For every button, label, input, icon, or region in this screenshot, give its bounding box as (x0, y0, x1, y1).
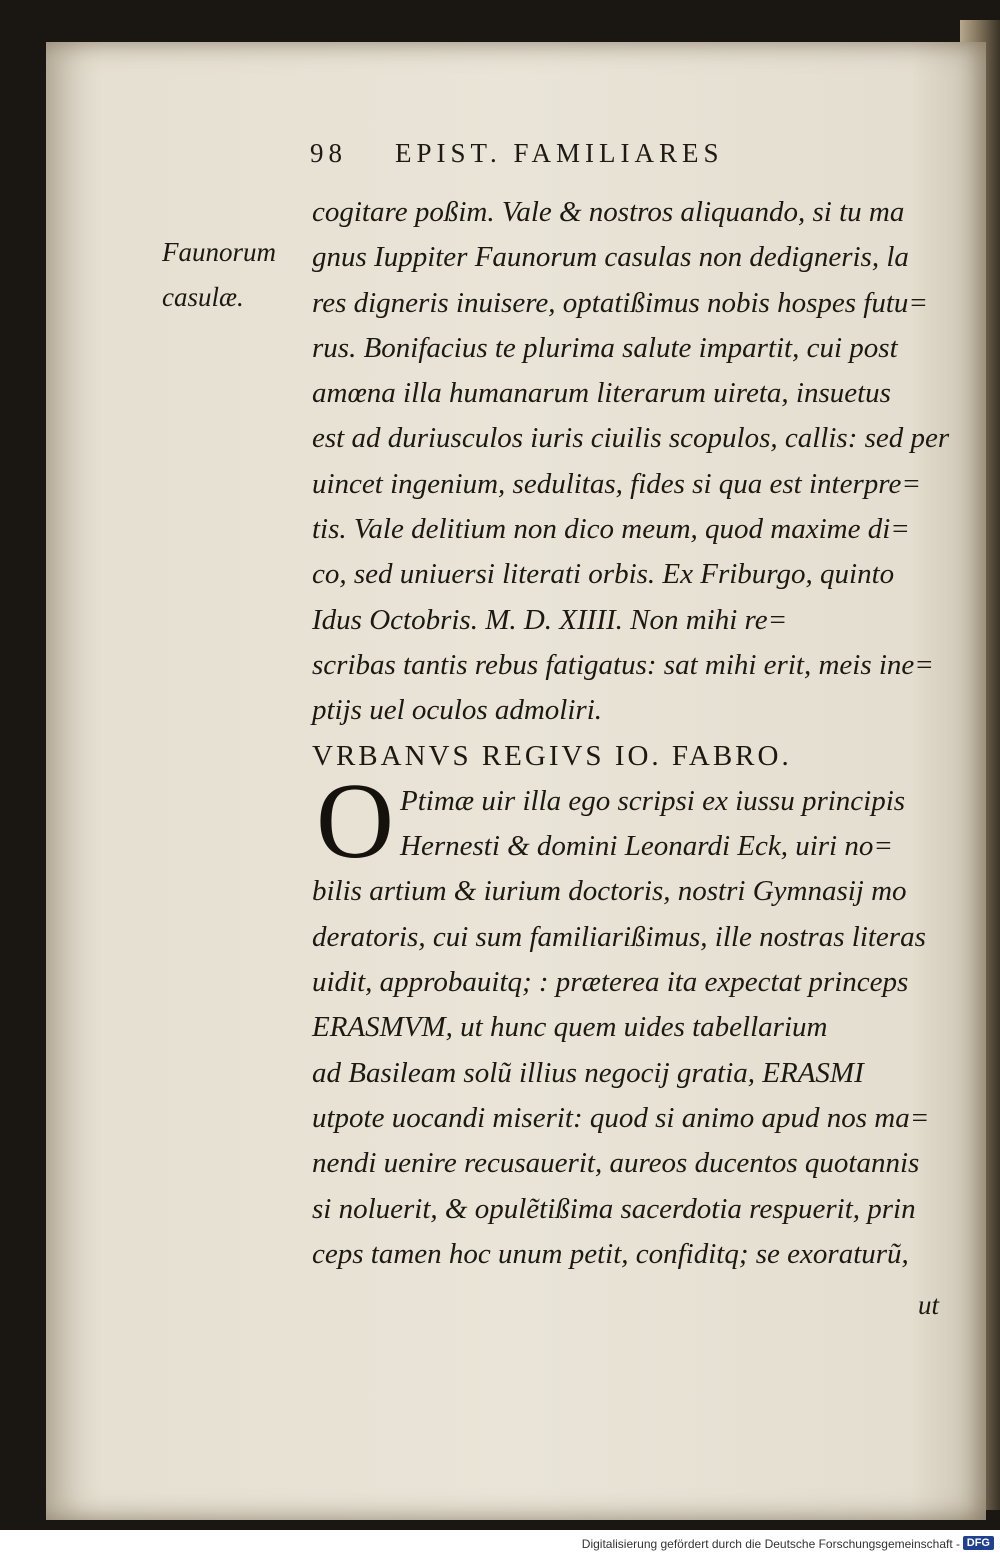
text-line: nendi uenire recusauerit, aureos ducentos quotannis (312, 1147, 920, 1180)
decorated-initial: O (316, 762, 394, 881)
text-line: uincet ingenium, sedulitas, fides si qua est interpre= (312, 467, 921, 500)
text-line: co, sed uniuersi literati orbis. Ex Friburgo, quinto (312, 558, 895, 591)
running-header (310, 138, 870, 169)
text-line: Hernesti & domini Leonardi Eck, uiri no= (400, 830, 893, 863)
text-line: res digneris inuisere, optatißimus nobis hospes futu= (312, 286, 928, 319)
page-number: 98 (310, 138, 347, 168)
text-line: est ad duriusculos iuris ciuilis scopulos, callis: sed per (312, 422, 950, 455)
text-line: amœna illa humanarum literarum uireta, insuetus (312, 377, 891, 410)
running-title: EPIST. FAMILIARES (395, 138, 724, 168)
text-line: rus. Bonifacius te plurima salute impartit, cui post (312, 331, 898, 364)
text-line: Ptimæ uir illa ego scripsi ex iussu principis (400, 784, 906, 817)
text-line: si noluerit, & opulẽtißima sacerdotia respuerit, prin (312, 1192, 916, 1225)
footer-credit: Digitalisierung gefördert durch die Deutsche Forschungsgemeinschaft - (581, 1537, 960, 1551)
text-line: ceps tamen hoc unum petit, confiditq; se exoraturũ, (312, 1237, 909, 1270)
text-line: gnus Iuppiter Faunorum casulas non dedigneris, la (312, 241, 909, 274)
text-line: utpote uocandi miserit: quod si animo apud nos ma= (312, 1101, 930, 1134)
text-line: uidit, approbauitq; : præterea ita expectat princeps (312, 966, 909, 999)
text-line: Idus Octobris. M. D. XIIII. Non mihi re= (312, 603, 788, 636)
text-line: ERASMVM, ut hunc quem uides tabellarium (312, 1011, 828, 1044)
text-line: tis. Vale delitium non dico meum, quod maxime di= (312, 513, 910, 546)
text-line: deratoris, cui sum familiarißimus, ille nostras literas (312, 920, 926, 953)
text-line: scribas tantis rebus fatigatus: sat mihi erit, meis ine= (312, 648, 934, 681)
footer-bar (0, 1530, 1000, 1558)
text-line: ad Basileam solũ illius negocij gratia, ERASMI (312, 1056, 864, 1089)
text-line: bilis artium & iurium doctoris, nostri Gymnasij mo (312, 875, 907, 908)
text-line: cogitare poßim. Vale & nostros aliquando, si tu ma (312, 196, 905, 228)
margin-note-2: casulæ. (162, 282, 244, 312)
catchword: ut (918, 1290, 940, 1320)
text-line: ptijs uel oculos admoliri. (312, 694, 602, 727)
dfg-logo: DFG (963, 1536, 994, 1550)
letter-heading: VRBANVS REGIVS IO. FABRO. (312, 739, 792, 772)
margin-note-1: Faunorum (162, 237, 276, 267)
text-block (312, 190, 952, 1277)
